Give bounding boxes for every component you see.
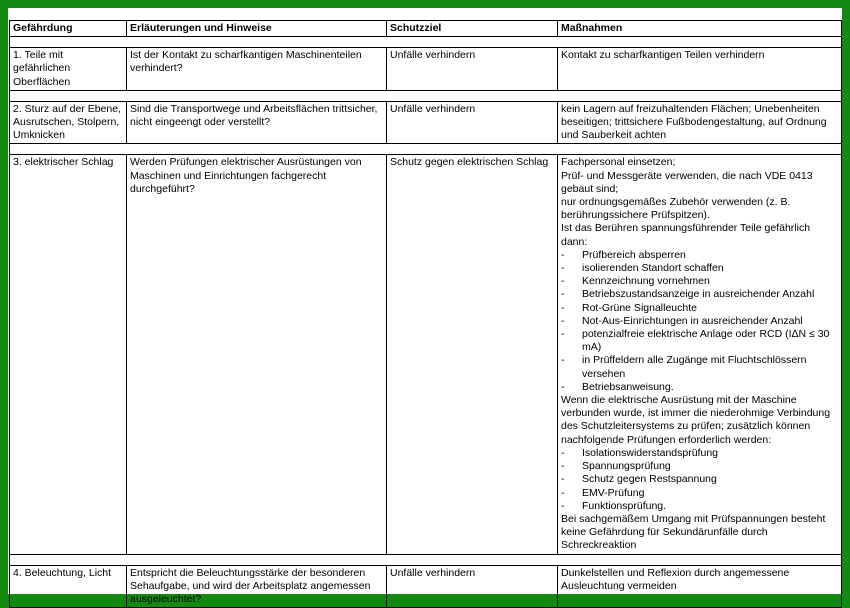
list-item: - potenzialfreie elektrische Anlage oder RCD (IΔN ≤ 30 mA): [561, 328, 838, 354]
document-page: [8, 8, 842, 605]
header-row: [10, 21, 842, 37]
cell-massnahmen: Dunkelstellen und Reflexion durch angemessene Ausleuchtung vermeiden: [558, 565, 842, 608]
cell-schutzziel: Schutz gegen elektrischen Schlag: [387, 155, 558, 554]
spacer-row: [10, 37, 842, 48]
cell-erlaeuterung: Ist der Kontakt zu scharfkantigen Maschinenteilen verhindert?: [127, 48, 387, 91]
massnahmen-middle: Wenn die elektrische Ausrüstung mit der Maschine verbunden wurde, ist immer die niederohmige Verbindung des Schutzleitersystems zu prüfen; zusätzlich können nachfolgende Prüfungen erforderlich werden:: [561, 394, 831, 446]
cell-erlaeuterung: Entspricht die Beleuchtungsstärke der besonderen Sehaufgabe, und wird der Arbeitsplatz angemessen ausgeleuchtet?: [127, 565, 387, 608]
table-row: [10, 565, 842, 608]
cell-massnahmen: kein Lagern auf freizuhaltenden Flächen; Unebenheiten beseitigen; trittsichere Fußbodengestaltung, auf Ordnung und Sauberkeit achten: [558, 101, 842, 144]
list-item: - in Prüffeldern alle Zugänge mit Fluchtschlössern versehen: [561, 354, 838, 380]
spacer-row: [10, 90, 842, 101]
header-massnahmen: Maßnahmen: [558, 21, 842, 37]
list-item: - Prüfbereich absperren: [561, 249, 838, 262]
list-item: - EMV-Prüfung: [561, 487, 838, 500]
cell-gefaehrdung: 3. elektrischer Schlag: [10, 155, 127, 554]
header-schutzziel: Schutzziel: [387, 21, 558, 37]
cell-massnahmen: [558, 155, 842, 554]
measures-list: [561, 249, 838, 394]
table-row: [10, 101, 842, 144]
spacer-row: [10, 144, 842, 155]
cell-gefaehrdung: 1. Teile mit gefährlichen Oberflächen: [10, 48, 127, 91]
list-item: - Betriebszustandsanzeige in ausreichender Anzahl: [561, 288, 838, 301]
massnahmen-intro-line: Prüf- und Messgeräte verwenden, die nach VDE 0413 gebaut sind;: [561, 169, 813, 195]
spacer-row: [10, 554, 842, 565]
massnahmen-intro-line: Fachpersonal einsetzen;: [561, 156, 676, 169]
list-item: - Isolationswiderstandsprüfung: [561, 447, 838, 460]
header-erlaeuterungen: Erläuterungen und Hinweise: [127, 21, 387, 37]
list-item: - Schutz gegen Restspannung: [561, 473, 838, 486]
massnahmen-intro-line: Ist das Berühren spannungsführender Teile gefährlich dann:: [561, 222, 811, 248]
cell-erlaeuterung: Werden Prüfungen elektrischer Ausrüstungen von Maschinen und Einrichtungen fachgerecht durchgeführt?: [127, 155, 387, 554]
table-row: [10, 48, 842, 91]
massnahmen-intro-line: nur ordnungsgemäßes Zubehör verwenden (z. B. berührungssichere Prüfspitzen).: [561, 196, 791, 222]
header-gefaehrdung: Gefährdung: [10, 21, 127, 37]
cell-schutzziel: Unfälle verhindern: [387, 48, 558, 91]
cell-schutzziel: Unfälle verhindern: [387, 101, 558, 144]
cell-erlaeuterung: Sind die Transportwege und Arbeitsflächen trittsicher, nicht eingeengt oder verstellt?: [127, 101, 387, 144]
list-item: - isolierenden Standort schaffen: [561, 262, 838, 275]
list-item: - Spannungsprüfung: [561, 460, 838, 473]
massnahmen-outro: Bei sachgemäßem Umgang mit Prüfspannungen besteht keine Gefährdung für Sekundärunfälle durch Schreckreaktion: [561, 512, 826, 552]
cell-gefaehrdung: 2. Sturz auf der Ebene, Ausrutschen, Stolpern, Umknicken: [10, 101, 127, 144]
table-row: [10, 155, 842, 554]
list-item: - Funktionsprüfung.: [561, 500, 838, 513]
list-item: - Not-Aus-Einrichtungen in ausreichender Anzahl: [561, 315, 838, 328]
risk-assessment-table: [9, 20, 842, 608]
cell-schutzziel: Unfälle verhindern: [387, 565, 558, 608]
list-item: - Kennzeichnung vornehmen: [561, 275, 838, 288]
cell-massnahmen: Kontakt zu scharfkantigen Teilen verhindern: [558, 48, 842, 91]
cell-gefaehrdung: 4. Beleuchtung, Licht: [10, 565, 127, 608]
list-item: - Betriebsanweisung.: [561, 381, 838, 394]
list-item: - Rot-Grüne Signalleuchte: [561, 302, 838, 315]
tests-list: [561, 447, 838, 513]
